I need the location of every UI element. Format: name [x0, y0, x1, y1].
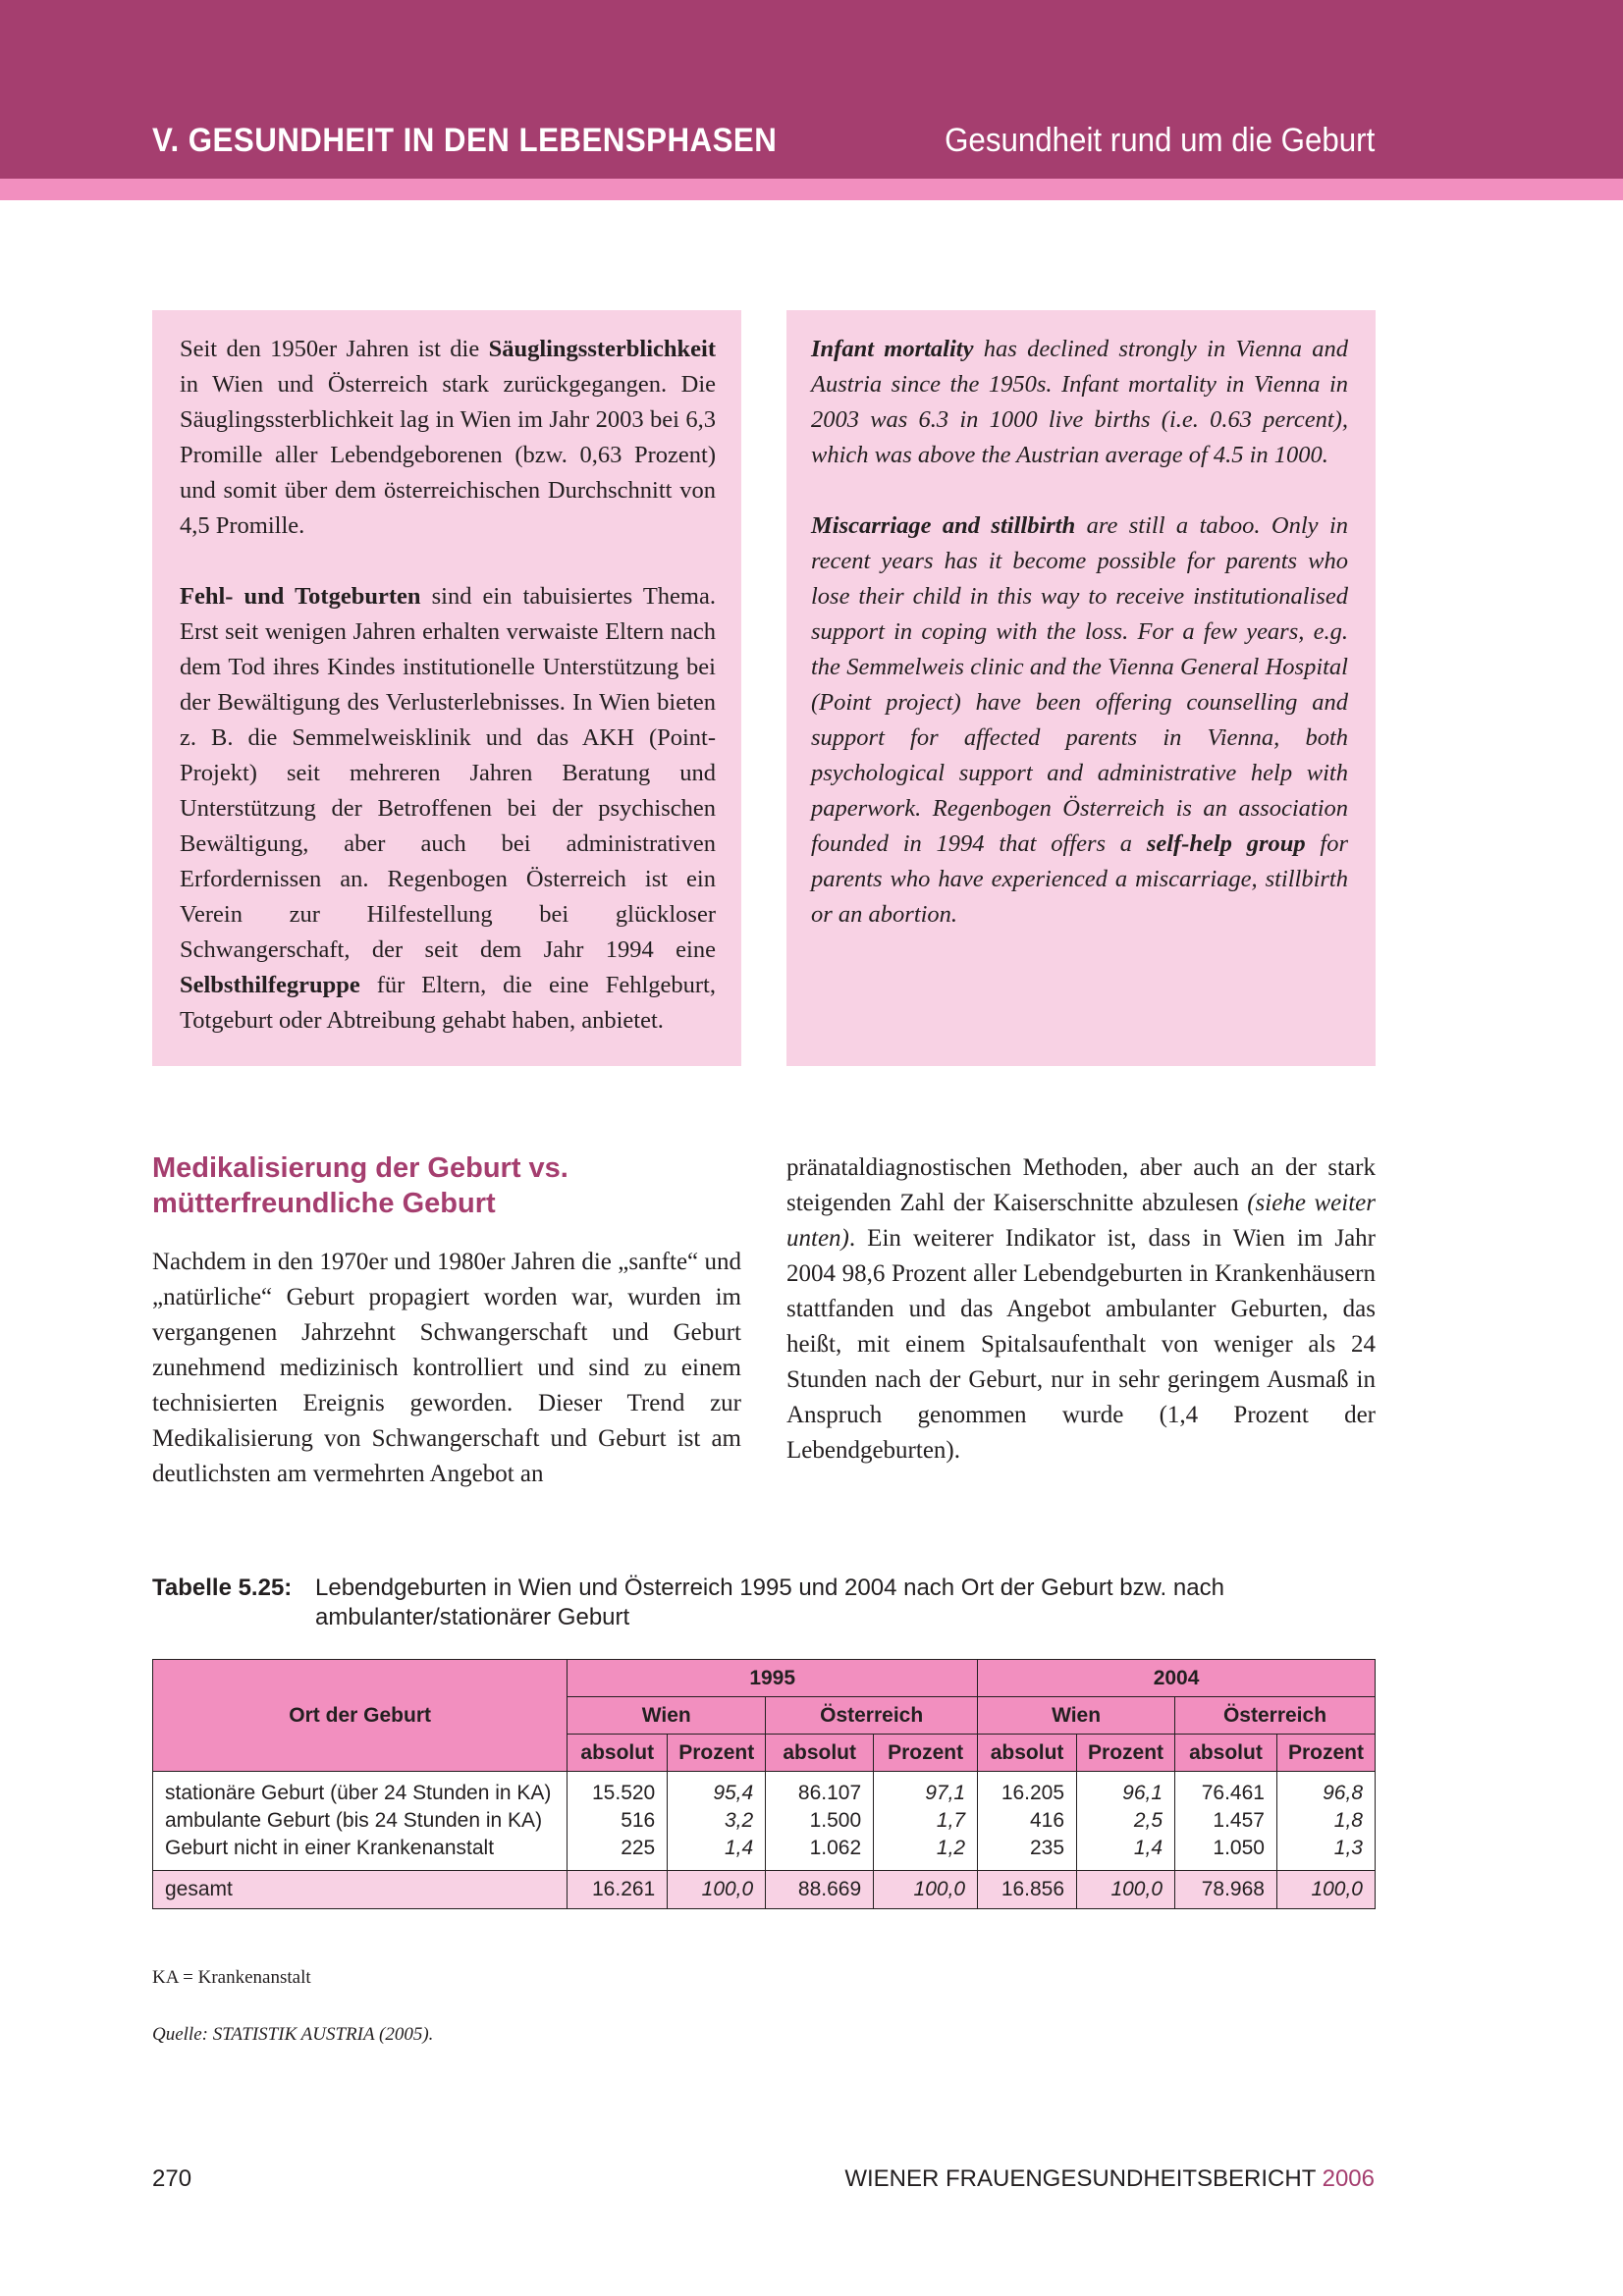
cell-percent: 1,4 [1077, 1835, 1175, 1871]
col-header: Prozent [1276, 1735, 1375, 1772]
table-caption-text: Lebendgeburten in Wien und Österreich 1995 und 2004 nach Ort der Geburt bzw. nach ambulanter/stationärer Geburt [315, 1575, 1224, 1630]
cell-percent: 100,0 [668, 1871, 766, 1909]
section-heading: Gesundheit rund um die Geburt [944, 122, 1375, 159]
births-table [152, 1659, 1376, 1909]
cell-absolute: 16.856 [978, 1871, 1077, 1909]
cell-absolute: 516 [568, 1807, 668, 1835]
col-header: absolut [568, 1735, 668, 1772]
section-title: Medikalisierung der Geburt vs. mütterfreundliche Geburt [152, 1152, 568, 1219]
source-note: Quelle: STATISTIK AUSTRIA (2005). [152, 2024, 434, 2045]
region-header: Österreich [766, 1697, 978, 1735]
cell-absolute: 416 [978, 1807, 1077, 1835]
cell-absolute: 16.205 [978, 1772, 1077, 1808]
cell-percent: 1,7 [874, 1807, 978, 1835]
cell-percent: 2,5 [1077, 1807, 1175, 1835]
cell-absolute: 1.500 [766, 1807, 874, 1835]
english-summary-box [786, 310, 1376, 1066]
cell-percent: 1,8 [1276, 1807, 1375, 1835]
col-header: Prozent [668, 1735, 766, 1772]
row-label: Geburt nicht in einer Krankenanstalt [153, 1835, 568, 1871]
cell-percent: 97,1 [874, 1772, 978, 1808]
body-column-left [152, 1245, 741, 1492]
summary-paragraph: Infant mortality has declined strongly in Vienna and Austria since the 1950s. Infant mortality in Vienna in 2003 was 6.3 in 1000 live births (i.e. 0.63 percent), which was above the Austrian average of 4.5 in 1000. [811, 336, 1348, 468]
row-header: Ort der Geburt [153, 1660, 568, 1772]
col-header: absolut [1175, 1735, 1277, 1772]
col-header: absolut [978, 1735, 1077, 1772]
cell-absolute: 16.261 [568, 1871, 668, 1909]
cell-absolute: 1.457 [1175, 1807, 1277, 1835]
cell-percent: 96,1 [1077, 1772, 1175, 1808]
german-summary-box [152, 310, 741, 1066]
footnote: KA = Krankenanstalt [152, 1967, 311, 1988]
cell-percent: 1,4 [668, 1835, 766, 1871]
table-row [153, 1807, 1376, 1835]
cell-percent: 100,0 [1077, 1871, 1175, 1909]
footer-year: 2006 [1322, 2165, 1375, 2192]
summary-paragraph: Miscarriage and stillbirth are still a taboo. Only in recent years has it become possible for parents who lose their child in this way to receive institutionalised support in coping with the loss. For a few years, e.g. the Semmelweis clinic and the Vienna General Hospital (Point project) have been offering counselling and support for affected parents in Vienna, both psychological support and administrative help with paperwork. Regenbogen Österreich is an association founded in 1994 that offers a self-help group for parents who have experienced a miscarriage, stillbirth or an abortion. [811, 512, 1348, 928]
region-header: Wien [568, 1697, 766, 1735]
chapter-title: V. GESUNDHEIT IN DEN LEBENSPHASEN [152, 122, 778, 159]
table-row [153, 1835, 1376, 1871]
cell-absolute: 1.050 [1175, 1835, 1277, 1871]
cell-percent: 96,8 [1276, 1772, 1375, 1808]
region-header: Wien [978, 1697, 1175, 1735]
cell-absolute: 86.107 [766, 1772, 874, 1808]
body-paragraph: Nachdem in den 1970er und 1980er Jahren die „sanfte“ und „natürliche“ Geburt propagiert worden war, wurden im vergangenen Jahrzehnt Schwangerschaft und Geburt zunehmend medizinisch kontrolliert und sind zu einem technisierten Ereignis geworden. Dieser Trend zur Medikalisierung von Schwangerschaft und Geburt ist am deutlichsten am vermehrten Angebot an [152, 1249, 741, 1487]
cell-absolute: 78.968 [1175, 1871, 1277, 1909]
cell-percent: 100,0 [874, 1871, 978, 1909]
row-label: stationäre Geburt (über 24 Stunden in KA) [153, 1772, 568, 1808]
col-header: absolut [766, 1735, 874, 1772]
cell-percent: 95,4 [668, 1772, 766, 1808]
table-total-row [153, 1871, 1376, 1909]
cell-absolute: 225 [568, 1835, 668, 1871]
cell-percent: 1,2 [874, 1835, 978, 1871]
table-label: Tabelle 5.25: [152, 1575, 293, 1601]
cell-absolute: 235 [978, 1835, 1077, 1871]
year-header: 1995 [568, 1660, 978, 1697]
cell-absolute: 76.461 [1175, 1772, 1277, 1808]
year-header: 2004 [978, 1660, 1376, 1697]
summary-paragraph: Seit den 1950er Jahren ist die Säuglingssterblichkeit in Wien und Österreich stark zurückgegangen. Die Säuglingssterblichkeit lag in Wien im Jahr 2003 bei 6,3 Promille aller Lebendgeborenen (bzw. 0,63 Prozent) und somit über dem österreichischen Durchschnitt von 4,5 Promille. [180, 336, 716, 539]
table-row [153, 1772, 1376, 1808]
cell-absolute: 1.062 [766, 1835, 874, 1871]
header-stripe [0, 179, 1623, 200]
footer-title: WIENER FRAUENGESUNDHEITSBERICHT 2006 [844, 2165, 1375, 2192]
page-number: 270 [152, 2165, 192, 2192]
row-label: ambulante Geburt (bis 24 Stunden in KA) [153, 1807, 568, 1835]
body-paragraph: pränataldiagnostischen Methoden, aber auch an der stark steigenden Zahl der Kaiserschnitte abzulesen (siehe weiter unten). Ein weiterer Indikator ist, dass in Wien im Jahr 2004 98,6 Prozent aller Lebendgeburten in Krankenhäusern stattfanden und das Angebot ambulanter Geburten, das heißt, mit einem Spitalsaufenthalt von weniger als 24 Stunden nach der Geburt, nur in sehr geringem Ausmaß in Anspruch genommen wurde (1,4 Prozent der Lebendgeburten). [786, 1154, 1376, 1464]
body-column-right [786, 1150, 1376, 1468]
row-label: gesamt [153, 1871, 568, 1909]
cell-percent: 100,0 [1276, 1871, 1375, 1909]
cell-percent: 1,3 [1276, 1835, 1375, 1871]
col-header: Prozent [1077, 1735, 1175, 1772]
cell-absolute: 15.520 [568, 1772, 668, 1808]
col-header: Prozent [874, 1735, 978, 1772]
region-header: Österreich [1175, 1697, 1376, 1735]
cell-percent: 3,2 [668, 1807, 766, 1835]
summary-paragraph: Fehl- und Totgeburten sind ein tabuisiertes Thema. Erst seit wenigen Jahren erhalten verwaiste Eltern nach dem Tod ihres Kindes institutionelle Unterstützung bei der Bewältigung des Verlusterlebnisses. In Wien bieten z. B. die Semmelweisklinik und das AKH (Point-Projekt) seit mehreren Jahren Beratung und Unterstützung der Betroffenen bei der psychischen Bewältigung, aber auch bei administrativen Erfordernissen an. Regenbogen Österreich ist ein Verein zur Hilfestellung bei glückloser Schwangerschaft, der seit dem Jahr 1994 eine Selbsthilfegruppe für Eltern, die eine Fehlgeburt, Totgeburt oder Abtreibung gehabt haben, anbietet. [180, 583, 716, 1034]
cell-absolute: 88.669 [766, 1871, 874, 1909]
